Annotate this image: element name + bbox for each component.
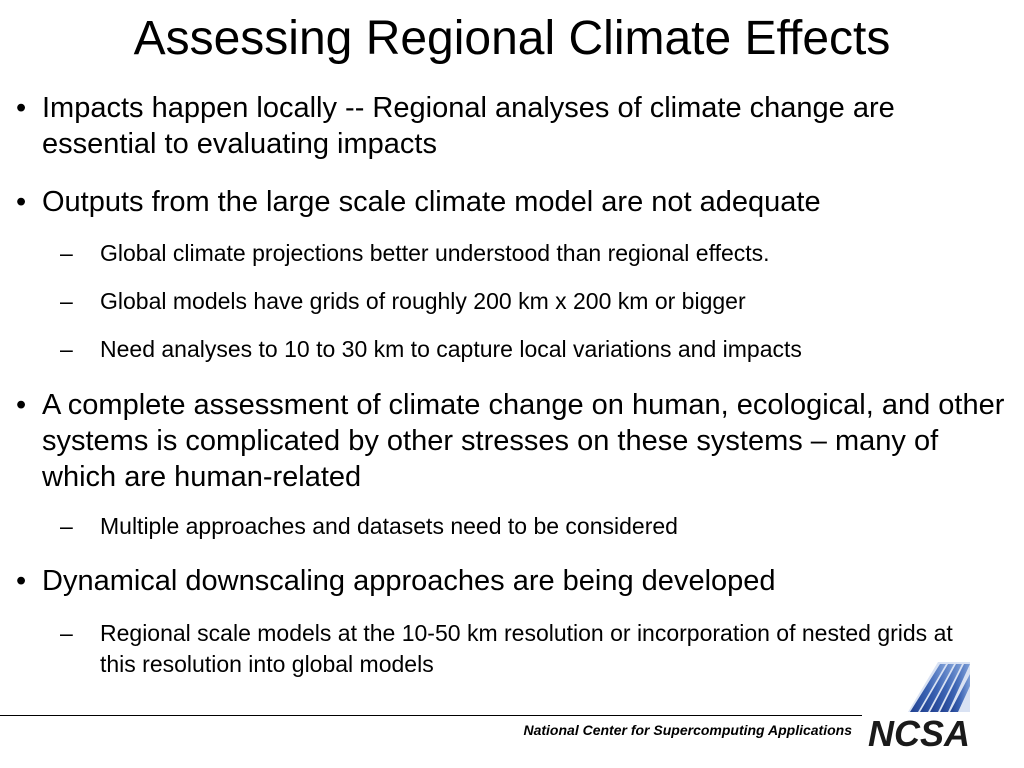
bullet-marker: • <box>16 389 27 421</box>
sub-bullet-item <box>60 286 960 317</box>
bullet-item <box>16 90 1006 162</box>
sub-bullet-marker: – <box>60 513 73 539</box>
ncsa-logo <box>866 660 996 750</box>
sub-bullet-marker: – <box>60 620 73 646</box>
sub-bullet-item <box>60 618 960 680</box>
logo-stripes <box>908 662 970 712</box>
logo-text: NCSA <box>868 713 971 750</box>
sub-bullet-text: Multiple approaches and datasets need to be considered <box>100 513 678 539</box>
sub-bullet-item <box>60 238 960 269</box>
footer-divider <box>0 715 862 716</box>
sub-bullet-text: Need analyses to 10 to 30 km to capture local variations and impacts <box>100 336 802 362</box>
bullet-marker: • <box>16 92 27 124</box>
sub-bullet-text: Regional scale models at the 10-50 km resolution or incorporation of nested grids at this resolution into global models <box>100 620 953 677</box>
sub-bullet-marker: – <box>60 336 73 362</box>
sub-bullet-marker: – <box>60 288 73 314</box>
bullet-marker: • <box>16 186 27 218</box>
bullet-text: Outputs from the large scale climate model are not adequate <box>42 186 821 218</box>
bullet-text: A complete assessment of climate change on human, ecological, and other systems is complicated by other stresses on these systems – many of which are human-related <box>42 389 1005 493</box>
bullet-item <box>16 184 1006 220</box>
sub-bullet-item <box>60 511 960 542</box>
bullet-item <box>16 563 1006 599</box>
bullet-text: Impacts happen locally -- Regional analyses of climate change are essential to evaluating impacts <box>42 92 895 160</box>
slide-title: Assessing Regional Climate Effects <box>133 12 891 65</box>
bullet-marker: • <box>16 565 27 597</box>
sub-bullet-text: Global climate projections better understood than regional effects. <box>100 240 770 266</box>
bullet-item <box>16 387 1006 495</box>
bullet-text: Dynamical downscaling approaches are being developed <box>42 565 776 597</box>
sub-bullet-text: Global models have grids of roughly 200 km x 200 km or bigger <box>100 288 746 314</box>
footer-organization: National Center for Supercomputing Applications <box>523 722 852 738</box>
sub-bullet-item <box>60 334 960 365</box>
sub-bullet-marker: – <box>60 240 73 266</box>
